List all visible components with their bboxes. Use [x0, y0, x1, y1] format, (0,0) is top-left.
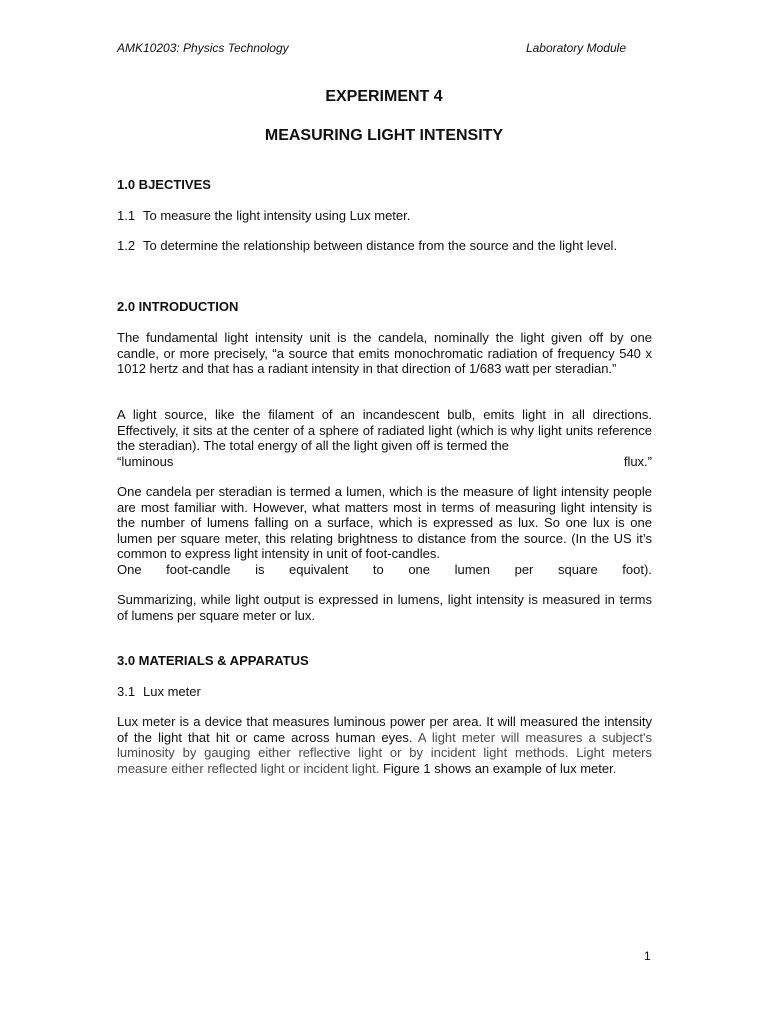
objectives-heading: 1.0 BJECTIVES: [117, 177, 211, 192]
paragraph-word: one: [408, 561, 431, 577]
objective-text: To measure the light intensity using Lux meter.: [143, 208, 411, 223]
intro-paragraph-summary: Summarizing, while light output is expressed in lumens, light intensity is measured in terms of lumens per square meter or lux.: [117, 592, 652, 623]
paragraph-word: flux.”: [623, 453, 652, 469]
paragraph-word: per: [514, 561, 534, 577]
paragraph-word: is: [255, 561, 265, 577]
paragraph-word: equivalent: [289, 561, 349, 577]
experiment-name-title: MEASURING LIGHT INTENSITY: [264, 127, 504, 144]
objective-text: To determine the relationship between distance from the source and the light level.: [143, 238, 618, 253]
paragraph-word: foot).: [622, 561, 652, 577]
intro-paragraph-light-source: [117, 407, 652, 469]
paragraph-word: foot-candle: [166, 561, 231, 577]
paragraph-text-light-meter: A light meter will measures a subject's luminosity by gauging either reflective light or by incident light methods. Light meters measure either reflected light or incident light.: [117, 729, 652, 776]
materials-item-label: Lux meter: [143, 684, 201, 699]
materials-item-lux-meter: [117, 684, 652, 700]
paragraph-text-figure-ref: Figure 1 shows an example of lux meter.: [382, 760, 617, 776]
page-number: 1: [644, 949, 651, 963]
paragraph-last-line: [117, 562, 652, 578]
objective-item-1: [117, 208, 652, 224]
paragraph-text: Lux meter is a device that measures luminous power per area. It will measured the intensity of the light that hit or came across human eyes.: [117, 714, 652, 745]
paragraph-word: square: [557, 561, 598, 577]
experiment-number-title: EXPERIMENT 4: [325, 88, 443, 105]
intro-paragraph-lumen: [117, 484, 652, 577]
intro-paragraph-candela: The fundamental light intensity unit is the candela, nominally the light given off by one candle, or more precisely, “a source that emits monochromatic radiation of frequency 540 x 1012 hertz and that has a radiant intensity in that direction of 1/683 watt per steradian.”: [117, 330, 652, 376]
paragraph-last-line: [117, 454, 652, 470]
objective-item-2: [117, 238, 652, 254]
lux-meter-paragraph: [117, 714, 652, 776]
running-header-module: Laboratory Module: [525, 41, 626, 55]
paragraph-text: One candela per steradian is termed a lumen, which is the measure of light intensity people are most familiar with. However, what matters most in terms of measuring light intensity is the number of lumens falling on a surface, which is expressed as lux. So one lux is one lumen per square meter, this relating brightness to distance from the source. (In the US it’s common to express light intensity in unit of foot-candles.: [117, 484, 652, 561]
materials-heading: 3.0 MATERIALS & APPARATUS: [117, 653, 309, 668]
paragraph-text: A light source, like the filament of an incandescent bulb, emits light in all directions. Effectively, it sits at the center of a sphere of radiated light (which is why light units reference the steradian). The total energy of all the light given off is termed the: [117, 407, 652, 453]
paragraph-word: One: [117, 561, 142, 577]
running-header-course: AMK10203: Physics Technology: [117, 41, 289, 55]
objective-number: 1.1: [117, 208, 136, 223]
paragraph-word: “luminous: [117, 453, 174, 469]
paragraph-word: lumen: [454, 561, 491, 577]
introduction-heading: 2.0 INTRODUCTION: [117, 299, 239, 314]
objective-number: 1.2: [117, 238, 136, 253]
paragraph-word: to: [372, 561, 384, 577]
materials-item-number: 3.1: [117, 684, 136, 699]
